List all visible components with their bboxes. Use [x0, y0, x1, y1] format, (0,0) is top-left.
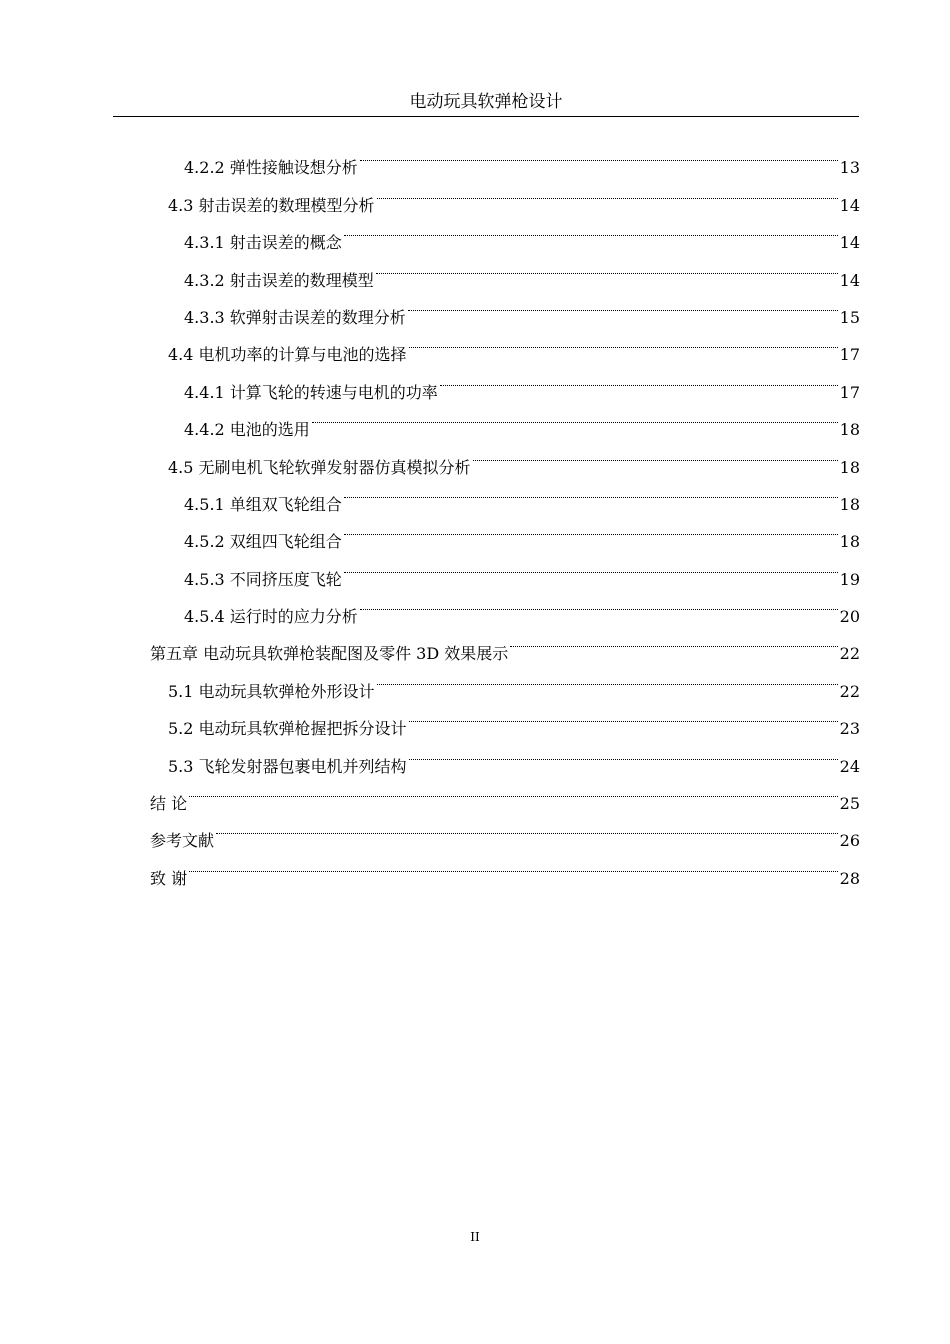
toc-entry-page: 13 — [839, 158, 860, 178]
table-of-contents — [150, 136, 860, 888]
toc-dot-leader — [360, 136, 838, 173]
toc-entry-title: 4.3.2 射击误差的数理模型 — [184, 270, 374, 290]
toc-entry-title: 4.3 射击误差的数理模型分析 — [168, 195, 375, 215]
toc-dot-leader — [344, 211, 838, 248]
toc-dot-leader — [377, 659, 838, 696]
toc-entry-page: 20 — [839, 607, 860, 627]
toc-entry-page: 26 — [839, 831, 860, 851]
toc-entry-title: 5.1 电动玩具软弹枪外形设计 — [168, 681, 375, 701]
toc-dot-leader — [408, 286, 838, 323]
toc-entry[interactable] — [150, 772, 860, 814]
toc-dot-leader — [409, 323, 838, 360]
toc-dot-leader — [473, 435, 838, 472]
toc-entry-title: 4.4 电机功率的计算与电池的选择 — [168, 345, 407, 365]
toc-entry-title: 4.5.1 单组双飞轮组合 — [184, 494, 342, 514]
toc-dot-leader — [344, 547, 838, 584]
toc-entry-title: 4.5.2 双组四飞轮组合 — [184, 532, 342, 552]
toc-entry[interactable] — [150, 846, 860, 888]
page-header — [113, 88, 859, 117]
toc-dot-leader — [409, 734, 838, 771]
toc-entry-page: 18 — [839, 457, 860, 477]
toc-entry-page: 19 — [839, 569, 860, 589]
toc-dot-leader — [360, 585, 838, 622]
toc-dot-leader — [189, 772, 838, 809]
toc-entry-page: 14 — [839, 233, 860, 253]
toc-entry-page: 18 — [839, 532, 860, 552]
header-title: 电动玩具软弹枪设计 — [409, 92, 563, 112]
toc-dot-leader — [510, 622, 837, 659]
toc-entry-title: 4.4.1 计算飞轮的转速与电机的功率 — [184, 382, 438, 402]
toc-entry-title: 4.3.3 软弹射击误差的数理分析 — [184, 307, 406, 327]
toc-dot-leader — [312, 398, 838, 435]
toc-entry-title: 参考文献 — [150, 831, 215, 851]
toc-entry[interactable] — [150, 136, 860, 178]
toc-entry-page: 22 — [839, 644, 860, 664]
toc-entry-page: 18 — [839, 420, 860, 440]
toc-entry[interactable] — [150, 809, 860, 851]
toc-entry-page: 18 — [839, 494, 860, 514]
toc-dot-leader — [344, 473, 838, 510]
page-number: II — [470, 1230, 480, 1244]
toc-entry-title: 4.2.2 弹性接触设想分析 — [184, 158, 358, 178]
toc-entry-page: 17 — [839, 345, 860, 365]
toc-entry-page: 15 — [839, 307, 860, 327]
toc-dot-leader — [440, 360, 838, 397]
toc-entry-title: 4.3.1 射击误差的概念 — [184, 233, 342, 253]
toc-entry-title: 4.5.3 不同挤压度飞轮 — [184, 569, 342, 589]
toc-entry-page: 25 — [839, 794, 860, 814]
toc-dot-leader — [189, 846, 838, 883]
toc-entry-title: 4.5 无刷电机飞轮软弹发射器仿真模拟分析 — [168, 457, 471, 477]
toc-dot-leader — [409, 697, 838, 734]
toc-entry-page: 24 — [839, 756, 860, 776]
toc-entry-page: 22 — [839, 681, 860, 701]
toc-entry-title: 第五章 电动玩具软弹枪装配图及零件 3D 效果展示 — [150, 644, 509, 664]
toc-dot-leader — [216, 809, 838, 846]
toc-entry-page: 28 — [839, 868, 860, 888]
toc-entry-title: 5.2 电动玩具软弹枪握把拆分设计 — [168, 719, 407, 739]
toc-dot-leader — [344, 510, 838, 547]
toc-dot-leader — [377, 173, 838, 210]
toc-entry-title: 结 论 — [150, 794, 188, 814]
toc-dot-leader — [376, 248, 838, 285]
toc-entry-page: 23 — [839, 719, 860, 739]
toc-entry-title: 4.4.2 电池的选用 — [184, 420, 310, 440]
toc-entry-title: 致 谢 — [150, 868, 188, 888]
toc-entry-title: 5.3 飞轮发射器包裹电机并列结构 — [168, 756, 407, 776]
toc-entry-page: 17 — [839, 382, 860, 402]
toc-entry-page: 14 — [839, 270, 860, 290]
toc-entry-title: 4.5.4 运行时的应力分析 — [184, 607, 358, 627]
toc-entry-page: 14 — [839, 195, 860, 215]
